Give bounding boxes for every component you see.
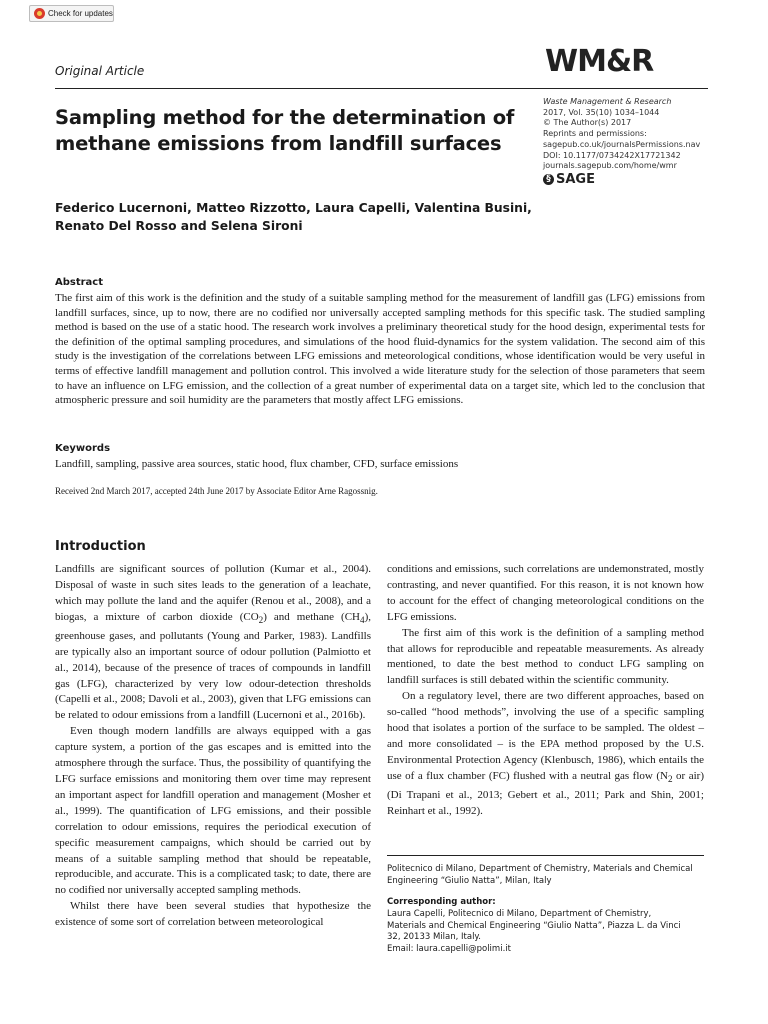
publisher-name: SAGE: [556, 172, 595, 187]
body-column-right: [387, 562, 704, 820]
paragraph: Whilst there have been several studies that hypothesize the existence of some sort of correlation between meteorological: [55, 900, 371, 929]
journal-homepage-link[interactable]: journals.sagepub.com/home/wmr: [543, 161, 677, 171]
abstract-text: The first aim of this work is the definition and the study of a suitable sampling method for the measurement of landfill gas (LFG) emissions from landfill surfaces, since, up to now, there are no codified nor universally accepted sampling methods for this specific task. The studied sampling method is based on the use of a static hood. The research work involves a preliminary theoretical study for the hood design, experimental tests for the definition of the optimal sampling procedures, and simulations of the hood fluid-dynamics for the system validation. The second aim of this study is the investigation of the correlations between LFG emissions and meteorological conditions, whose identification would be very useful in terms of effective landfill management and pollution control. This involved a wide literature study for the selection of those parameters that seem to have an influence on LFG emission, and the collection of a great number of experimental data on a target site, which led to the conclusion that atmospheric pressure and soil humidity are the parameters that mostly affect LFG emissions.: [55, 292, 705, 407]
introduction-heading: Introduction: [55, 539, 146, 554]
paragraph: Even though modern landfills are always equipped with a gas capture system, a portion of the gas escapes and is emitted into the atmosphere through the surface. Thus, the possibility of quantifying the LFG surface emissions and monitoring them over time may represent an important aspect for landfill operation and management (Mosher et al., 1999). The quantification of LFG emissions, and their possible correlation to odour emissions, requires the periodical execution of specific measurement campaigns, which should be carried out by means of a suitable sampling method that should be repeatable, reproducible, and accurate. This is a complicated task; to date, there are no codified nor universally accepted sampling methods.: [55, 725, 371, 897]
check-for-updates-button[interactable]: [29, 5, 114, 22]
author-list: Federico Lucernoni, Matteo Rizzotto, Laura Capelli, Valentina Busini, Renato Del Rosso and Selena Sironi: [55, 201, 532, 233]
journal-logo: WM&R: [545, 44, 654, 79]
reprints-label: Reprints and permissions:: [543, 129, 647, 139]
body-column-left: [55, 562, 371, 931]
paragraph: conditions and emissions, such correlations are undemonstrated, mostly contrasting, and never quantified. For this reason, it is not known how to account for the effect of changing meteorological conditions on the LFG emissions.: [387, 563, 704, 623]
paper-title: Sampling method for the determination of methane emissions from landfill surfaces: [55, 106, 515, 155]
keywords-text: Landfill, sampling, passive area sources, static hood, flux chamber, CFD, surface emissions: [55, 458, 459, 470]
received-note: Received 2nd March 2017, accepted 24th June 2017 by Associate Editor Arne Ragossnig.: [55, 486, 378, 496]
paragraph: Landfills are significant sources of pollution (Kumar et al., 2004). Disposal of waste in such sites leads to the generation of a leachate, which may pollute the land and the aquifer (Renou et al., 2008), and a biogas, a mixture of carbon dioxide $(CO_2)$ and methane $(CH_4)$, greenhouse gases, and pollutants (Young and Parker, 1983). Landfills are typically also an important source of odour pollution (Palmiotto et al., 2014), because of the presence of traces of compounds in landfill gas (LFG), characterized by very low odour-detection thresholds (Capelli et al., 2008; Davoli et al., 2003), given that LFG emissions can be related to odour emissions from a landfill (Lucernoni et al., 2016b).: [55, 563, 371, 722]
header-divider: [55, 88, 708, 89]
journal-name: Waste Management & Research: [543, 97, 672, 106]
reprints-link[interactable]: sagepub.co.uk/journalsPermissions.nav: [543, 139, 701, 149]
doi[interactable]: DOI: 10.1177/0734242X17721342: [543, 150, 681, 160]
copyright: © The Author(s) 2017: [543, 118, 632, 128]
footnote-divider: [387, 855, 704, 856]
publisher-logo: [543, 172, 595, 187]
abstract-heading: Abstract: [55, 277, 104, 288]
paragraph: On a regulatory level, there are two different approaches, based on so-called “hood methods”, involving the use of a specific sampling hood that isolates a portion of the surface to be sampled. The oldest – and more consolidated – is the EPA method proposed by the U.S. Environmental Protection Agency (Klenbusch, 1986), which entails the use of a flux chamber (FC) flushed with a neutral gas flow ($N_2$ or air) (Di Trapani et al., 2013; Gebert et al., 2011; Park and Shin, 2001; Reinhart et al., 1992).: [387, 690, 704, 817]
corresponding-author-heading: Corresponding author:: [387, 897, 496, 907]
citation: 2017, Vol. 35(10) 1034–1044: [543, 107, 660, 117]
keywords-heading: Keywords: [55, 443, 111, 454]
article-type: Original Article: [55, 64, 145, 78]
sage-icon: §: [543, 174, 554, 185]
paragraph: The first aim of this work is the definition of a sampling method that allows for reproducible and repeatable measurements. As already mentioned, to date the best method to conduct LFG sampling on landfill surfaces is still debated within the scientific community.: [387, 626, 704, 687]
journal-meta: [543, 97, 723, 172]
check-for-updates-label: Check for updates: [48, 9, 113, 18]
corresponding-author-details: Laura Capelli, Politecnico di Milano, Department of Chemistry, Materials and Chemical Engineering “Giulio Natta”, Piazza L. da Vinci 32, 20133 Milan, Italy. Email: laura.capelli@polimi.it: [387, 909, 707, 955]
crossmark-icon: [34, 8, 45, 19]
email-link[interactable]: Email: laura.capelli@polimi.it: [387, 943, 511, 954]
affiliation: Politecnico di Milano, Department of Chemistry, Materials and Chemical Engineering “Giulio Natta”, Milan, Italy: [387, 864, 693, 886]
